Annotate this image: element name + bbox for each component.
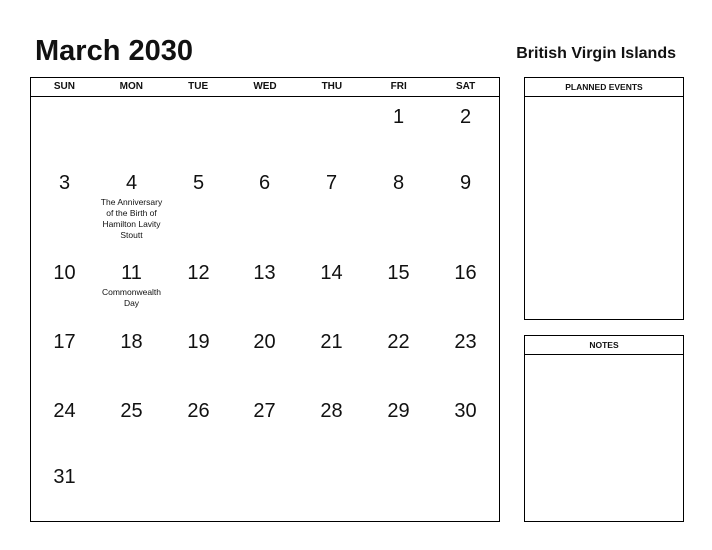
day-number: 24 <box>53 400 76 422</box>
day-cell <box>31 171 98 195</box>
day-cell <box>31 261 98 285</box>
day-number: 28 <box>320 400 343 422</box>
day-number: 19 <box>187 331 210 353</box>
day-cell <box>98 330 165 354</box>
day-cell <box>365 399 432 423</box>
calendar-grid <box>30 77 500 522</box>
day-number: 15 <box>387 262 410 284</box>
day-cell <box>98 171 165 241</box>
day-cell <box>298 330 365 354</box>
weekday-fri: FRI <box>390 81 407 92</box>
day-number: 4 <box>125 172 138 194</box>
day-cell <box>231 261 298 285</box>
day-number: 3 <box>58 172 71 194</box>
day-cell <box>298 261 365 285</box>
day-cell <box>432 105 499 129</box>
day-cell <box>365 105 432 129</box>
day-number: 25 <box>120 400 143 422</box>
weekday-sat: SAT <box>455 81 476 92</box>
day-number: 2 <box>459 106 472 128</box>
weekday-wed: WED <box>253 81 277 92</box>
holiday-label: The Anniversary of the Birth of Hamilton Lavity Stoutt <box>100 197 163 240</box>
day-number: 6 <box>258 172 271 194</box>
day-number: 30 <box>454 400 477 422</box>
day-number: 21 <box>320 331 343 353</box>
day-number: 31 <box>53 466 76 488</box>
weekday-mon: MON <box>119 81 143 92</box>
day-cell <box>432 330 499 354</box>
day-number: 8 <box>392 172 405 194</box>
planned-events-panel <box>524 77 684 320</box>
day-number: 17 <box>53 331 76 353</box>
day-cell <box>231 330 298 354</box>
day-number: 7 <box>325 172 338 194</box>
day-number: 18 <box>120 331 143 353</box>
weekday-header <box>31 78 499 97</box>
day-number: 1 <box>392 106 405 128</box>
day-cell <box>365 171 432 195</box>
day-number: 23 <box>454 331 477 353</box>
day-number: 11 <box>121 262 142 284</box>
day-cell <box>98 261 165 309</box>
day-cell <box>165 261 232 285</box>
day-number: 27 <box>253 400 276 422</box>
day-cell <box>432 261 499 285</box>
weekday-thu: THU <box>321 81 343 92</box>
day-number: 26 <box>187 400 210 422</box>
day-number: 20 <box>253 331 276 353</box>
day-cell <box>31 399 98 423</box>
day-number: 29 <box>387 400 410 422</box>
holiday-label: Commonwealth Day <box>101 287 162 308</box>
day-cell <box>165 171 232 195</box>
day-number: 13 <box>253 262 276 284</box>
day-number: 5 <box>192 172 205 194</box>
notes-heading: NOTES <box>525 336 683 355</box>
planned-events-heading: PLANNED EVENTS <box>525 78 683 97</box>
day-number: 10 <box>53 262 76 284</box>
day-cell <box>231 171 298 195</box>
day-cell <box>231 399 298 423</box>
day-cell <box>165 330 232 354</box>
day-cell <box>298 171 365 195</box>
day-cell <box>98 399 165 423</box>
day-number: 22 <box>387 331 410 353</box>
weekday-sun: SUN <box>53 81 75 92</box>
region-label: British Virgin Islands <box>516 45 676 62</box>
day-cell <box>432 399 499 423</box>
day-number: 14 <box>320 262 343 284</box>
day-cell <box>432 171 499 195</box>
day-cell <box>298 399 365 423</box>
day-cell <box>31 330 98 354</box>
day-number: 16 <box>454 262 477 284</box>
day-cell <box>165 399 232 423</box>
day-cell <box>365 261 432 285</box>
day-cell <box>365 330 432 354</box>
page-title: March 2030 <box>35 35 193 67</box>
day-number: 9 <box>459 172 472 194</box>
weekday-tue: TUE <box>188 81 209 92</box>
day-number: 12 <box>187 262 210 284</box>
notes-panel <box>524 335 684 522</box>
day-cell <box>31 465 98 489</box>
